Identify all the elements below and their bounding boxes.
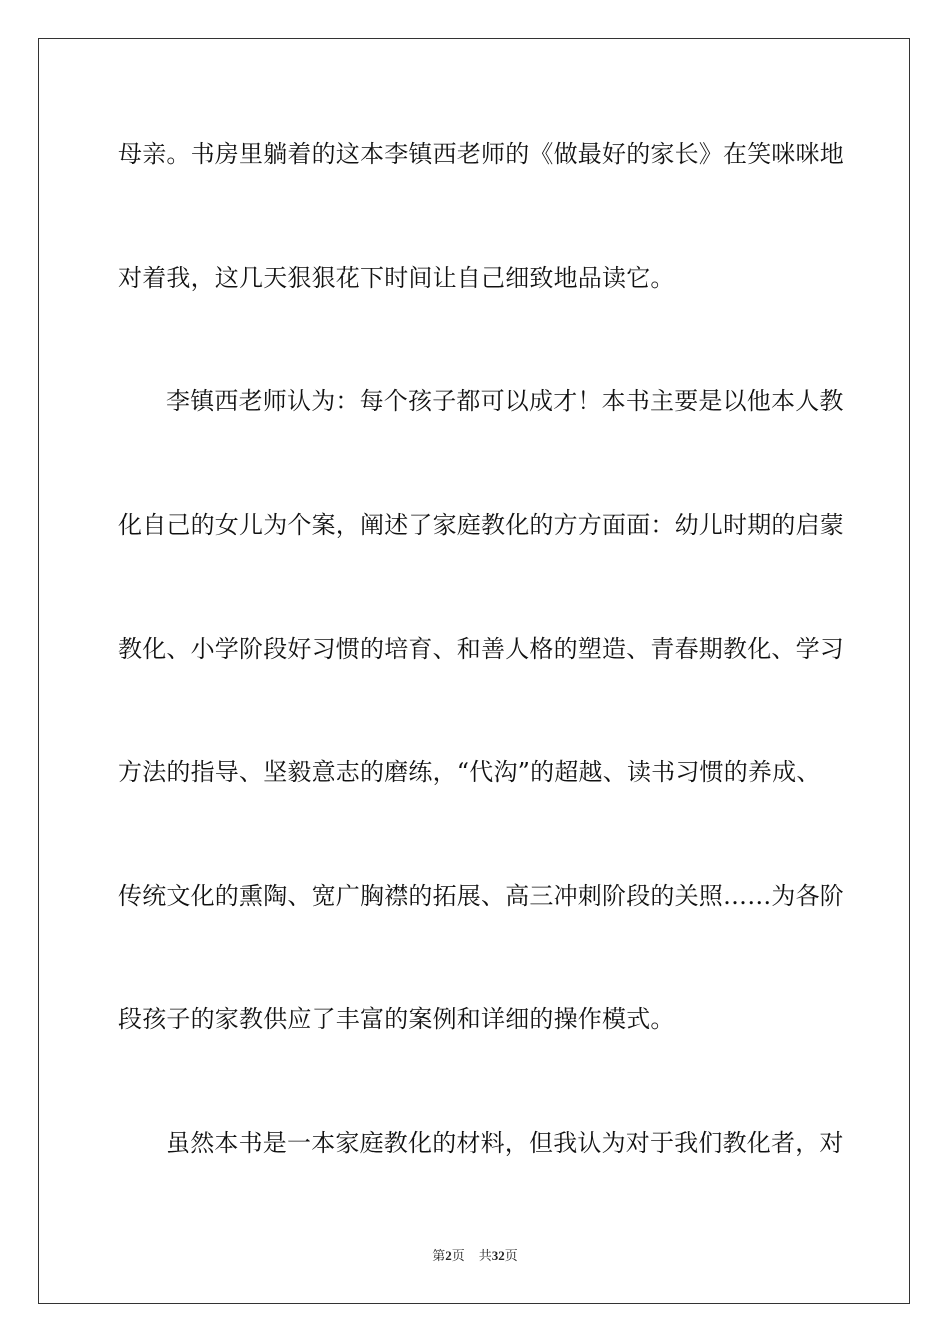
current-page-number: 2 (445, 1248, 452, 1263)
total-suffix: 页 (504, 1249, 518, 1264)
text-line-5: 教化、小学阶段好习惯的培育、和善人格的塑造、青春期教化、学习 (118, 635, 844, 663)
text-line-1: 母亲。书房里躺着的这本李镇西老师的《做最好的家长》在笑咪咪地 (118, 140, 844, 168)
text-line-4: 化自己的女儿为个案，阐述了家庭教化的方方面面：幼儿时期的启蒙 (118, 511, 844, 539)
text-line-9: 虽然本书是一本家庭教化的材料，但我认为对于我们教化者，对 (166, 1129, 844, 1157)
total-page-count: 32 (491, 1248, 505, 1263)
page-border (38, 38, 910, 1304)
page-prefix: 第 (432, 1249, 446, 1264)
total-prefix: 共 (478, 1249, 492, 1264)
text-line-6: 方法的指导、坚毅意志的磨练，“代沟”的超越、读书习惯的养成、 (118, 758, 821, 786)
text-line-3: 李镇西老师认为：每个孩子都可以成才！本书主要是以他本人教 (166, 387, 844, 415)
page-footer (0, 1248, 950, 1265)
page-suffix: 页 (451, 1249, 465, 1264)
text-line-7: 传统文化的熏陶、宽广胸襟的拓展、高三冲刺阶段的关照……为各阶 (118, 882, 844, 910)
text-line-2: 对着我，这几天狠狠花下时间让自己细致地品读它。 (118, 264, 675, 292)
text-line-8: 段孩子的家教供应了丰富的案例和详细的操作模式。 (118, 1005, 675, 1033)
